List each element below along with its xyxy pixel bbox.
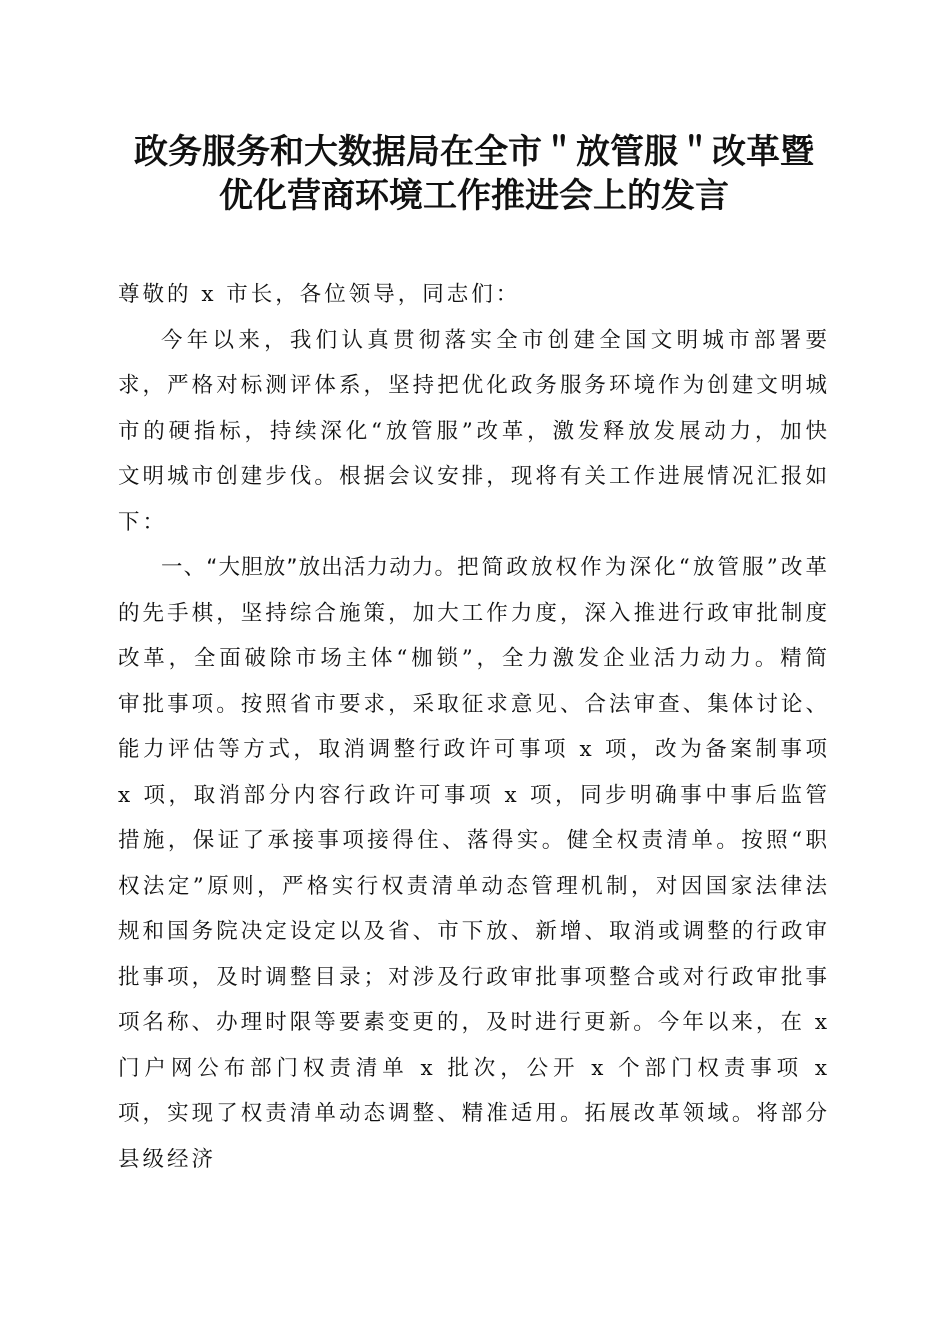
greeting-line: 尊敬的 x 市长，各位领导，同志们： — [118, 282, 521, 307]
section-1-heading: 一、“大胆放”放出活力动力。 — [161, 555, 458, 580]
paragraph-intro: 今年以来，我们认真贯彻落实全市创建全国文明城市部署要求，严格对标测评体系，坚持把优化政务服务环境作为创建文明城市的硬指标，持续深化“放管服”改革，激发释放发展动力，加快文明城市创建步伐。根据会议安排，现将有关工作进展情况汇报如下： — [118, 327, 830, 535]
document-body — [118, 272, 830, 1182]
document-title — [104, 130, 844, 218]
title-line-1: 政务服务和大数据局在全市＂放管服＂改革暨 — [134, 132, 814, 172]
title-line-2: 优化营商环境工作推进会上的发言 — [219, 176, 729, 216]
paragraph-section-1 — [118, 545, 830, 1182]
document-page — [118, 130, 830, 1182]
section-1-body: 把简政放权作为深化“放管服”改革的先手棋，坚持综合施策，加大工作力度，深入推进行政审批制度改革，全面破除市场主体“枷锁”，全力激发企业活力动力。精简审批事项。按照省市要求，采取征求意见、合法审查、集体讨论、能力评估等方式，取消调整行政许可事项 x 项，改为备案制事项 x 项，取消部分内容行政许可事项 x 项，同步明确事中事后监管措施，保证了承接事项接得住、落得实。健全权责清单。按照“职权法定”原则，严格实行权责清单动态管理机制，对因国家法律法规和国务院决定设定以及省、市下放、新增、取消或调整的行政审批事项，及时调整目录；对涉及行政审批事项整合或对行政审批事项名称、办理时限等要素变更的，及时进行更新。今年以来，在 x 门户网公布部门权责清单 x 批次，公开 x 个部门权责事项 x 项，实现了权责清单动态调整、精准适用。拓展改革领域。将部分县级经济 — [118, 555, 830, 1172]
